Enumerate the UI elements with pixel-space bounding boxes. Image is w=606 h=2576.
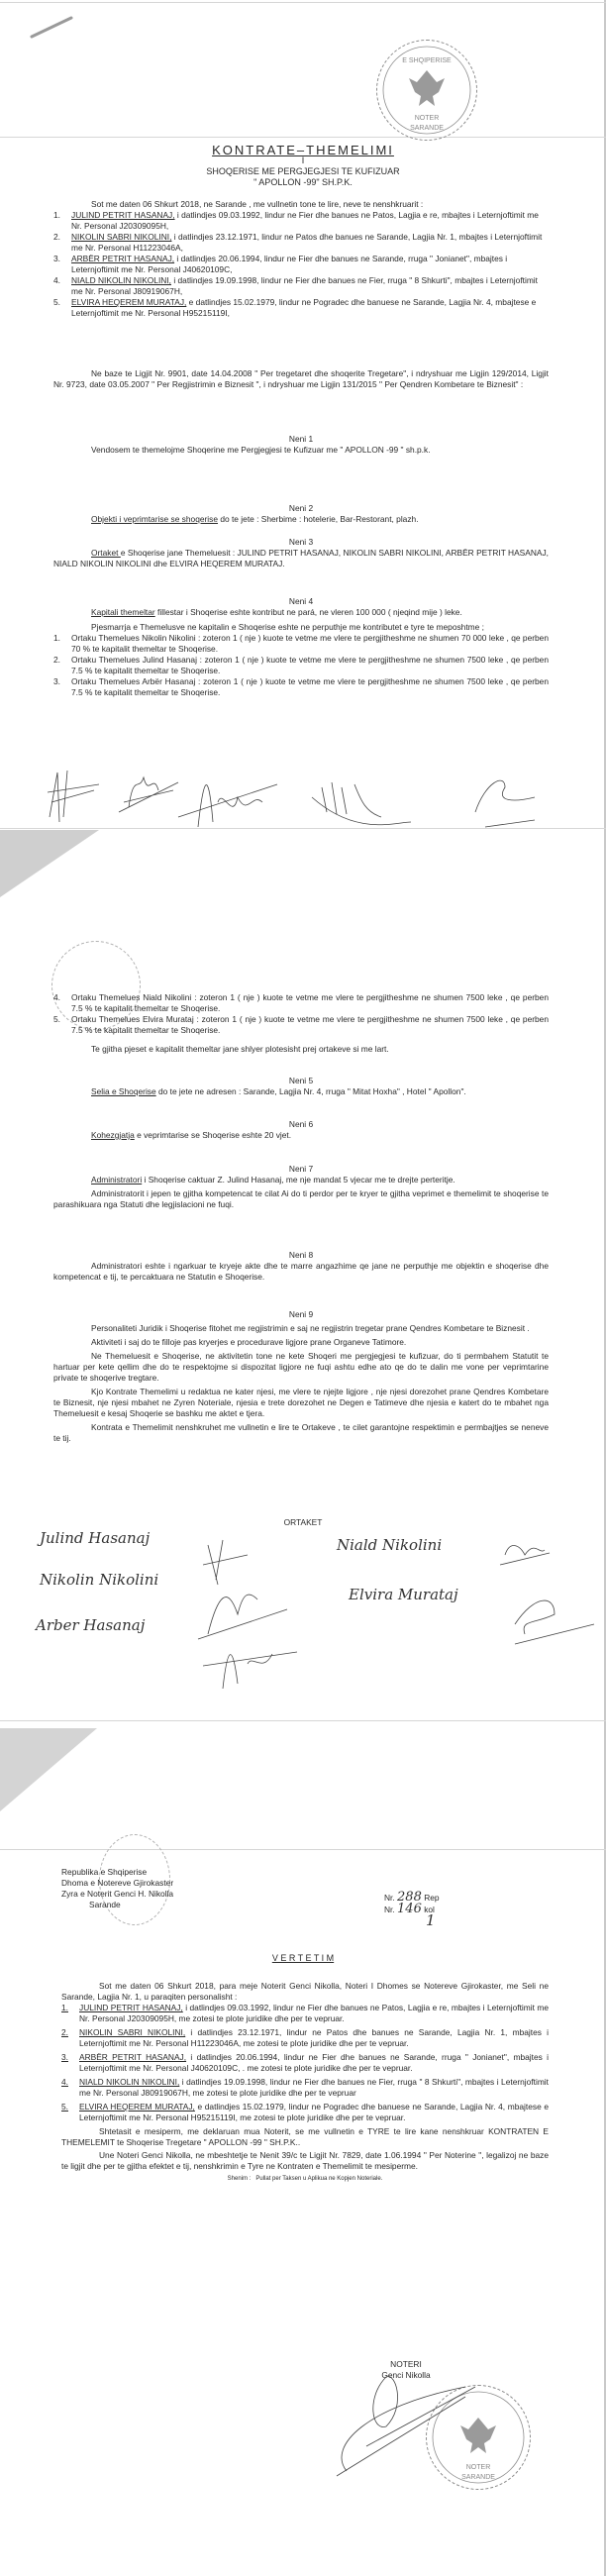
signature xyxy=(203,1540,248,1585)
person-name: NIALD NIKOLIN NIKOLINI, xyxy=(79,2077,180,2087)
folded-corner xyxy=(0,1728,97,1811)
appearing-persons-list xyxy=(61,2003,549,2123)
person-name: NIKOLIN SABRI NIKOLINI, xyxy=(79,2027,186,2037)
article-7-subject: Administratori xyxy=(91,1175,143,1185)
page-break xyxy=(0,1720,606,1721)
person-name: ARBËR PETRIT HASANAJ, xyxy=(79,2052,187,2062)
article-8-text: Administratori eshte i ngarkuar te kryeje akte dhe te marre angazhime qe jane ne perputhje me objektin e shoqerise dhe kompetencat e tij, te percaktuara ne Statutin e Shoqerise. xyxy=(53,1261,549,1282)
svg-text:SARANDE: SARANDE xyxy=(410,125,444,132)
header-line: Zyra e Noterit Genci H. Nikolla xyxy=(61,1889,174,1899)
article-9-p2: Aktiviteti i saj do te filloje pas kryerjes e procedurave ligjore prane Organeve Tatimore. xyxy=(91,1337,407,1347)
notary-name: Genci Nikolla xyxy=(381,2370,431,2380)
article-heading: Neni 5 xyxy=(288,1076,314,1085)
founders-list xyxy=(53,210,549,319)
capital-paid-text: Te gjitha pjeset e kapitalit themeltar jane shlyer plotesisht prej ortakeve si me lart. xyxy=(91,1044,389,1054)
article-9-p3: Ne Themeluesit e Shoqerise, ne aktivitetin tone ne kete Shoqeri me pergjegjesi te kufizuar, do ti permbahem Statutit te hartuar per kete qellim dhe do te respektojme si dispozitat ligjore ne fuqi ashtu edhe ato qe do te dalin me vone per veprimtarine private te shoqerive tregtare. xyxy=(53,1351,549,1383)
shares-list-continued xyxy=(53,992,549,1036)
founder-name: NIKOLIN SABRI NIKOLINI, xyxy=(71,232,172,242)
notary-stamp xyxy=(376,40,477,141)
handwritten-name: Niald Nikolini xyxy=(337,1536,443,1554)
signature xyxy=(119,777,178,812)
article-9-p4: Kjo Kontrate Themelimi u redaktua ne kater njesi, me vlere te njejte ligjore , nje njesi dorezohet prane Qendres Kombetare te Biznesit, nje njesi mbahet ne Zyren Noteriale, njesia e trete dorezohet ne Degen e Tatimeve dhe njesia e katert do te mbahet nga Themeluesit e kesaj Shoqerie se bashku me aktet e tjera. xyxy=(53,1387,549,1418)
participation-text: Pjesmarrja e Themelusve ne kapitalin e Shoqerise eshte ne perputhje me kontributet e tyre te meposhtme ; xyxy=(91,622,484,632)
svg-text:E SHQIPERISE: E SHQIPERISE xyxy=(402,57,452,64)
ortaket-signatures xyxy=(0,1525,606,1694)
handwritten-name: Elvira Murataj xyxy=(349,1586,458,1603)
svg-text:NOTER: NOTER xyxy=(465,2464,491,2471)
founder-item: 1. JULIND PETRIT HASANAJ, i datlindjes 09.03.1992, lindur ne Fier dhe banues ne Patos, Lagjia e re, mbajtes i Leternjoftimit me Nr. Personal J20309095H, xyxy=(53,210,539,231)
founder-item: 5. ELVIRA HEQEREM MURATAJ, e datlindjes 15.02.1979, lindur ne Pogradec dhe banuese ne Sarande, Lagjia Nr. 4, mbajtese e Leternjoftimit me Nr. Personal H95215119I, xyxy=(53,297,537,318)
title-separator: I xyxy=(301,155,305,165)
signature xyxy=(48,771,99,822)
header-line: Dhoma e Notereve Gjirokaster xyxy=(61,1878,174,1888)
notary-office-header xyxy=(61,1867,173,1910)
scan-line xyxy=(0,137,606,138)
share-item: 3. Ortaku Themelues Arbër Hasanaj : zoteron 1 ( nje ) kuote te vetme me vlere te pergjitheshme ne shumen 7500 leke , qe perben 7.5 % te kapitalit themeltar te Shoqerise. xyxy=(53,676,549,697)
article-heading: Neni 2 xyxy=(288,503,314,513)
founder-item: 4. NIALD NIKOLIN NIKOLINI, i datlindjes 19.09.1998, lindur ne Fier dhe banues ne Fier, rruga " 8 Shkurti", mbajtes i Leternjoftimit me Nr. Personal J80919067H, xyxy=(53,275,538,296)
pen-mark xyxy=(28,12,77,42)
rep-number: 288 xyxy=(397,1890,422,1905)
certification-title: V E R T E T I M xyxy=(271,1953,335,1963)
contract-intro: Sot me daten 06 Shkurt 2018, ne Sarande , me vullnetin tone te lire, neve te nenshkruarit : xyxy=(91,199,424,209)
register-numbers: Nr. 288 Rep Nr. 146 kol 1 xyxy=(384,1890,440,1929)
declaration-text: Shtetasit e mesiperm, me deklaruan mua Noterit, se me vullnetin e TYRE te lire kane nenshkruar KONTRATEN E THEMELEMIT te Shoqerise Tregetare " APOLLON -99 " SH.P.K.. xyxy=(61,2126,549,2147)
share-item: 5. Ortaku Themelues Elvira Murataj : zoteron 1 ( nje ) kuote te vetme me vlere te pergjitheshme ne shumen 7500 leke , qe perben 7.5 % te kapitalit themeltar te Shoqerise. xyxy=(53,1014,549,1035)
article-heading: Neni 4 xyxy=(288,596,314,606)
signature xyxy=(515,1600,594,1644)
signature xyxy=(500,1546,550,1565)
header-line: Republika e Shqiperise xyxy=(61,1867,148,1877)
share-item: 2. Ortaku Themelues Julind Hasanaj : zoteron 1 ( nje ) kuote te vetme me vlere te pergjitheshme ne shumen 7500 leke , qe perben 7.5 % te kapitalit themeltar te Shoqerise. xyxy=(53,655,549,675)
handwritten-name: Nikolin Nikolini xyxy=(40,1571,159,1589)
person-item: 1. JULIND PETRIT HASANAJ, i datlindjes 09.03.1992, lindur ne Fier dhe banues ne Patos, Lagjia e re, mbajtes i Leternjoftimit me Nr. Personal J20309095H, me zotesi te plote juridike dhe per te vepruar. xyxy=(61,2003,549,2023)
article-heading: Neni 1 xyxy=(288,434,314,444)
person-name: JULIND PETRIT HASANAJ, xyxy=(79,2003,183,2012)
legal-basis: Ne baze te Ligjit Nr. 9901, date 14.04.2008 " Per tregetaret dhe shoqerite Tregetare", i ndryshuar me Ligjin 129/2014, Ligjit Nr. 9723, date 03.05.2007 " Per Regjistrimin e Biznesit ", i ndryshuar me Ligjin 131/2015 " Per Qendren Kombetare te Biznesit" : xyxy=(53,368,549,389)
kol-extra: 1 xyxy=(426,1911,436,1929)
signature xyxy=(203,1652,297,1689)
share-item: 4. Ortaku Themelues Niald Nikolini : zoteron 1 ( nje ) kuote te vetme me vlere te pergjitheshme ne shumen 7500 leke , qe perben 7.5 % te kapitalit themeltar te Shoqerise. xyxy=(53,992,549,1013)
signatures-heading: ORTAKET xyxy=(283,1517,323,1527)
company-name: " APOLLON -99" SH.P.K. xyxy=(253,177,353,187)
handwritten-name: Arber Hasanaj xyxy=(36,1616,146,1634)
founders-signatures xyxy=(40,763,555,832)
article-7-text-2: Administratorit i jepen te gjitha kompetencat te cilat Ai do ti perdor per te kryer te gjitha veprimet e themelimit te shoqerise te parashikuara nga Statuti dhe legjislacioni ne fuqi. xyxy=(53,1188,549,1209)
note xyxy=(61,2174,549,2185)
share-item: 1. Ortaku Themelues Nikolin Nikolini : zoteron 1 ( nje ) kuote te vetme me vlere te pergjitheshme ne shumen 70 000 leke , qe perben 70 % te kapitalit themeltar te Shoqerise. xyxy=(53,633,549,654)
notary-signature xyxy=(327,2367,485,2486)
person-item: 4. NIALD NIKOLIN NIKOLINI, i datlindjes 19.09.1998, lindur ne Fier dhe banues ne Fier, rruga " 8 Shkurti", mbajtes i Leternjoftimit me Nr. Personal J80919067H, me zotesi te plote juridike dhe per te vepruar xyxy=(61,2077,549,2098)
shares-list xyxy=(53,633,549,698)
legalization-text: Une Noteri Genci Nikolla, ne mbeshtetje te Nenit 39/c te Ligjit Nr. 7829, date 1.06.1994 " Per Noterine ", legalizoj ne baze te ligjit dhe per te gjitha efektet e tij, nenshkrimin e Tyre ne Kontraten e Themelimit te mesiperme. xyxy=(61,2150,549,2171)
person-item: 2. NIKOLIN SABRI NIKOLINI, i datlindjes 23.12.1971, lindur ne Patos dhe banues ne Sarande, Lagjia Nr. 1, mbajtes i Leternjoftimit me Nr. Personal H11223046A, me zotesi te plote juridike dhe per te vepruar. xyxy=(61,2027,549,2048)
article-heading: Neni 8 xyxy=(288,1250,314,1260)
founder-name: JULIND PETRIT HASANAJ, xyxy=(71,210,175,220)
article-heading: Neni 6 xyxy=(288,1119,314,1129)
article-1-text: Vendosem te themelojme Shoqerine me Pergjegjesi te Kufizuar me " APOLLON -99 " sh.p.k. xyxy=(91,445,431,455)
page-edge xyxy=(0,2,606,3)
founder-item: 3. ARBËR PETRIT HASANAJ, i datlindjes 20.06.1994, lindur ne Fier dhe banues ne Sarande, rruga " Jonianet", mbajtes i Leternjoftimit me Nr. Personal J40620109C, xyxy=(53,254,508,274)
signature xyxy=(198,1595,287,1639)
scan-line xyxy=(0,1849,606,1850)
note-label: Shenim : xyxy=(227,2176,252,2182)
signature xyxy=(475,780,535,827)
signature xyxy=(312,782,411,825)
notary-title: NOTERI xyxy=(390,2359,422,2369)
article-heading: Neni 7 xyxy=(288,1164,314,1174)
article-3-subject: Ortaket xyxy=(91,548,121,558)
eagle-emblem-icon xyxy=(377,41,476,140)
certification-intro: Sot me daten 06 Shkurt 2018, para meje Noterit Genci Nikolla, Noteri I Dhomes se Notereve Gjirokaster, me Seli ne Sarande, Lagjia Nr. 1, u paraqiten personalisht : xyxy=(61,1981,549,2002)
svg-text:NOTER: NOTER xyxy=(414,115,440,122)
person-name: ELVIRA HEQEREM MURATAJ, xyxy=(79,2102,195,2112)
note-text: Pullat per Taksen u Aplikua ne Kopjen Noteriale. xyxy=(255,2176,383,2182)
founder-name: ARBËR PETRIT HASANAJ, xyxy=(71,254,175,263)
company-type: SHOQERISE ME PERGJEGJESI TE KUFIZUAR xyxy=(206,166,400,176)
founder-name: NIALD NIKOLIN NIKOLINI, xyxy=(71,275,171,285)
document-title: KONTRATE–THEMELIMI xyxy=(212,143,394,157)
article-heading: Neni 9 xyxy=(288,1309,314,1319)
handwritten-name: Julind Hasanaj xyxy=(40,1529,151,1547)
person-item: 5. ELVIRA HEQEREM MURATAJ, e datlindjes 15.02.1979, lindur ne Pogradec dhe banuese ne Sarande, Lagjia Nr. 4, mbajtese e Leternjoftimit me Nr. Personal H95215119I, me zotesi te plote juridike dhe per te vepruar. xyxy=(61,2102,549,2122)
founder-name: ELVIRA HEQEREM MURATAJ, xyxy=(71,297,187,307)
article-6-subject: Kohezgjatja xyxy=(91,1130,135,1140)
kol-number: 146 xyxy=(397,1902,422,1916)
header-line: Sarande xyxy=(89,1900,121,1909)
article-4-subject: Kapitali themeltar xyxy=(91,607,155,617)
svg-text:SARANDE: SARANDE xyxy=(461,2474,495,2481)
article-2-subject: Objekti i veprimtarise se shoqerise xyxy=(91,514,219,524)
person-item: 3. ARBËR PETRIT HASANAJ, i datlindjes 20.06.1994, lindur ne Fier dhe banues ne Sarande, rruga " Jonianet", mbajtes i Leternjoftimit me Nr. Personal J40620109C, . me zotesi te plote juridike dhe per te vepruar. xyxy=(61,2052,549,2073)
article-9-p5: Kontrata e Themelimit nenshkruhet me vullnetin e lire te Ortakeve , te cilet garantojne respektimin e permbajtjes se neneve te tij. xyxy=(53,1422,549,1443)
signature xyxy=(178,784,277,827)
article-9-p1: Personaliteti Juridik i Shoqerise fitohet me regjistrimin e saj ne regjistrin tregetar prane Qendres Kombetare te Biznesit . xyxy=(91,1323,530,1333)
founder-item: 2. NIKOLIN SABRI NIKOLINI, i datlindjes 23.12.1971, lindur ne Patos dhe banues ne Sarande, Lagjia Nr. 1, mbajtes i Leternjoftimit me Nr. Personal H11223046A, xyxy=(53,232,543,253)
folded-corner xyxy=(0,830,99,897)
article-heading: Neni 3 xyxy=(288,537,314,547)
article-5-subject: Selia e Shoqerise xyxy=(91,1086,156,1096)
